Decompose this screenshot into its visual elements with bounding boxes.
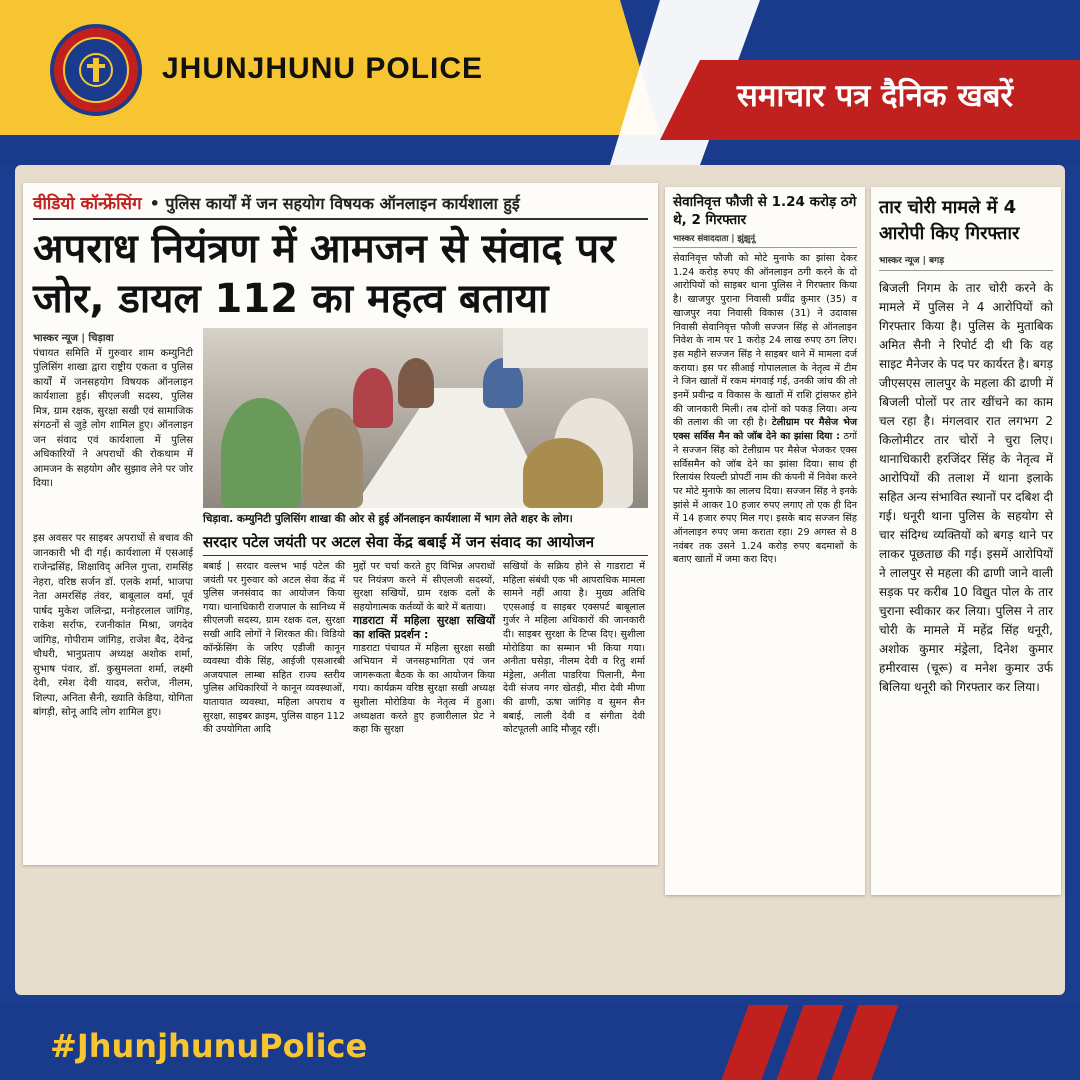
article-body-bottom [33,532,648,737]
article-text [673,252,857,567]
clipping-main-article [23,183,658,865]
header-tagline: समाचार पत्र दैनिक खबरें [736,78,1014,114]
article-paragraph: ठगों ने सज्जन सिंह को टेलीग्राम पर मैसेज भेजकर एक्स सर्विसमैन को जॉब देने का झांसा दिया। साथ ही रिलायंस रियल्टी प्रोपर्टी नाम की कंपनी में निवेश करने पर मोटे मुनाफे का लालच दिया। सज्जन सिंह ने इनके झांसे में आकर 10 हजार रुपए लगाए तो एक ही दिन में 14 हजार रुपए मिल गए। इसके बाद सज्जन सिंह ऑनलाइन रुपए जमा कराता रहा। 29 अगस्त से 8 नवंबर तक उसने 1.24 करोड़ रुपए बदमाशों के बताए खातों में जमा करा दिए। [673,431,857,566]
article-body-top [33,328,648,526]
photo-person [523,438,603,508]
article-column: इस अवसर पर साइबर अपराधों से बचाव की जानकारी भी दी गई। कार्यशाला में एसआई राजेन्द्रसिंह, शिक्षाविद् अनिल गुप्ता, रामसिंह नेहरा, वरिष्ठ सर्जन डॉ. एलके शर्मा, भाजपा नेता अमरसिंह तंवर, बाबूलाल वर्मा, पूर्व पार्षद मुकेश जलिन्द्रा, मनोहरलाल जांगिड़, राकेश सर्राफ, रजनीकांत मिश्रा, जगदेव जांगिड़, गोपीराम जांगिड़, राजेश बैद, देवेन्द्र चौधरी, भानुप्रताप अध्यक्ष अशोक शर्मा, सुभाष पंवार, डॉ. कुसुमलता शर्मा, लक्ष्मी देवी, रमेश देवी यादव, सरोज, नीलम, शिल्पा, अनिता सैनी, ख्याति केडिया, योगिता बांगड़ी, सोनू आदि लोग शामिल हुए। [33,533,193,718]
article-kicker [33,191,648,220]
main-headline: अपराध नियंत्रण में आमजन से संवाद पर जोर, डायल 112 का महत्व बताया [33,226,616,322]
rajasthan-police-emblem-icon [50,24,142,116]
byline: भास्कर न्यूज | बगड़ [879,253,1053,271]
workshop-photo [203,328,648,508]
column-subheading: गाडराटा में महिला सुरक्षा सखियों का शक्ति प्रदर्शन : [353,614,495,641]
article-paragraph: सेवानिवृत्त फौजी को मोटे मुनाफे का झांसा देकर 1.24 करोड़ रुपए की ऑनलाइन ठगी करने के दो आरोपियों को साइबर थाना पुलिस ने गिरफ्तार किया है। खाजपुर पुराना निवासी प्रवींद्र कुमार (35) व खाजपुर नया निवासी विकास (31) ने उदावास निवासी सेवानिवृत्त फौजी सज्जन सिंह से ऑनलाइन निवेश के नाम पर 1 करोड़ 24 लाख रुपए ठग लिए। इस महीने सज्जन सिंह ने साइबर थाने में मामला दर्ज कराया। इस पर सीआई गोपाललाल के नेतृत्व में टीम ने जिन खातों में रकम मंगवाई गई, उनकी जांच की तो इनमें प्रवीन्द्र व विकास के खातों में राशि ट्रांसफर होने की जानकारी मिली। तब दोनों को पकड़ लिया। अन्य की तलाश की जा रही है। [673,253,857,429]
newspaper-background [15,165,1065,995]
article-headline: सेवानिवृत्त फौजी से 1.24 करोड़ ठगे थे, 2 गिरफ्तार [673,194,857,228]
clipping-theft-article [871,187,1061,895]
header-banner [0,0,1080,165]
photo-caption: चिड़ावा. कम्युनिटी पुलिसिंग शाखा की ओर से हुई ऑनलाइन कार्यशाला में भाग लेते शहर के लोग। [203,513,573,525]
byline: भास्कर संवाददाता | झुंझुनूं [673,233,857,248]
footer-banner [0,1005,1080,1080]
footer-stripe [831,1005,898,1080]
sub-article-headline: सरदार पटेल जयंती पर अटल सेवा केंद्र बबाई में जन संवाद का आयोजन [203,532,648,556]
photo-person [353,368,393,428]
emblem-inner [63,37,129,103]
kicker-label: वीडियो कॉन्फ्रेंसिंग [33,194,142,214]
clipping-fraud-article [665,187,865,895]
kicker-text: • पुलिस कार्यों में जन सहयोग विषयक ऑनलाइन कार्यशाला हुई [149,193,520,213]
article-column [353,560,495,737]
article-column [33,328,193,526]
photo-screen [503,328,648,368]
footer-stripe [721,1005,788,1080]
article-headline: तार चोरी मामले में 4 आरोपी किए गिरफ्तार [879,197,1020,244]
photo-person [398,358,434,408]
article-column: बबाई | सरदार वल्लभ भाई पटेल की जयंती पर गुरुवार को अटल सेवा केंद्र में पुलिस जनसंवाद का आयोजन किया गया। थानाधिकारी राजपाल के सानिध्य में सीएलजी सदस्य, ग्राम रक्षक दल, सुरक्षा सखी आदि लोगों ने शिरकत की। विडियो कॉन्फ्रेंसिंग के जरिए एडीजी कानून व्यवस्था वीके सिंह, आईजी एसआरबी अजयपाल लाम्बा सहित राज्य स्तरीय पुलिस अधिकारियों ने कानून व्यवस्थाओं, यातायात व्यवस्था, महिला अपराध व सुरक्षा, साइबर क्राइम, पुलिस वाहन 112 की उपयोगिता आदि [203,561,345,736]
article-text: बिजली निगम के तार चोरी करने के मामले में पुलिस ने 4 आरोपियों को गिरफ्तार किया है। पुलिस के मुताबिक अमित सैनी ने रिपोर्ट दी थी कि वह साइट मैनेजर के पद पर कार्यरत है। बगड़ जीएसएस लालपुर के महला की ढाणी में बिजली पोलों पर तार खींचने का काम चल रहा है। मंगलवार रात लगभग 2 किलोमीटर तार चोरों ने चुरा लिए। थानाधिकारी हरजिंदर सिंह के नेतृत्व में आरोपियों की तलाश में थाना इलाके सहित अन्य संभावित स्थानों पर दबिश दी गई। धनूरी थाना पुलिस के सहयोग से चार संदिग्ध व्यक्तियों को बगड़ थाने पर लाकर पूछताछ की गई। इसमें आरोपियों ने लालपुर से महला की ढाणी जाने वाली सड़क पर करीब 10 विद्युत पोल के तार चुराना स्वीकार कर लिया। पुलिस ने तार चोरी के मामले में महेंद्र सिंह धनूरी, अशोक कुमार मंड्रेला, दिनेश कुमार हमीरवास (चूरू) व मनेश कुमार उर्फ बिलिया धनूरी को गिरफ्तार कर लिया। [879,281,1053,694]
brand-name: JHUNJHUNU POLICE [162,52,484,85]
footer-hashtag: #JhunjhunuPolice [50,1027,368,1065]
sub-article [203,532,648,737]
photo-block [203,328,648,526]
article-subheading: टेलीग्राम पर मैसेज भेज एक्स सर्विस मैन को जॉब देने का झांसा दिया : [673,417,857,443]
column-text: मुद्दों पर चर्चा करते हुए विभिन्न अपराधों पर नियंत्रण करने में सीएलजी सदस्यों, सुरक्षा सखियों, ग्राम रक्षक दलों के सहयोगात्मक कर्तव्यों के बारे में बताया। [353,561,495,613]
footer-stripe [776,1005,843,1080]
byline: भास्कर न्यूज | चिड़ावा [33,333,114,344]
column-text: गाडराटा पंचायत में महिला सुरक्षा सखी अभियान में जनसहभागिता एवं जन जागरूकता बैठक के का आयोजन किया गया। कार्यक्रम वरिष्ठ सुरक्षा सखी अध्यक्ष सुशीला मोरोडिया के नेतृत्व में हुआ। अध्यक्षता करते हुए हजारीलाल प्रेट ने कहा कि सुरक्षा [353,642,495,736]
sub-article-columns [203,560,648,737]
photo-person [221,398,301,508]
article-column: सखियों के सक्रिय होने से गाडराटा में महिला संबंधी एक भी आपराधिक मामला सामने नहीं आया है। मुख्य अतिथि एएसआई व साइबर एक्सपर्ट बाबूलाल गुर्जर ने महिला अधिकारों की जानकारी दी। साइबर सुरक्षा के टिप्स दिए। सुशीला मोरोडिया का सम्मान भी किया गया। अनीता घसेड़ा, नीलम देवी व रितु शर्मा मंड्रेला, अनीता पाडरिया पिलानी, मैना देवी संजय नगर खेतड़ी, मीरा देवी मीणा की ढाणी, ऊषा जांगिड़ व सुमन सैन बबाई, लाली देवी व संगीता देवी कोटपूतली आदि मौजूद रहीं। [503,561,645,736]
column-text: पंचायत समिति में गुरुवार शाम कम्युनिटी पुलिसिंग शाखा द्वारा राष्ट्रीय एकता व पुलिस कार्यों में जनसहयोग विषयक ऑनलाइन कार्यशाला हुई। सीएलजी सदस्य, पुलिस मित्र, ग्राम रक्षक, सुरक्षा सखी एवं सामाजिक संगठनों से जुड़े लोग शामिल हुए। ऑनलाइन जन संवाद एवं कार्यशाला में पुलिस अधिकारियों ने अपराधों की रोकथाम में आमजन के सहयोग और सुझाव लेने पर जोर दिया। [33,347,193,489]
emblem-glyph [76,50,116,90]
